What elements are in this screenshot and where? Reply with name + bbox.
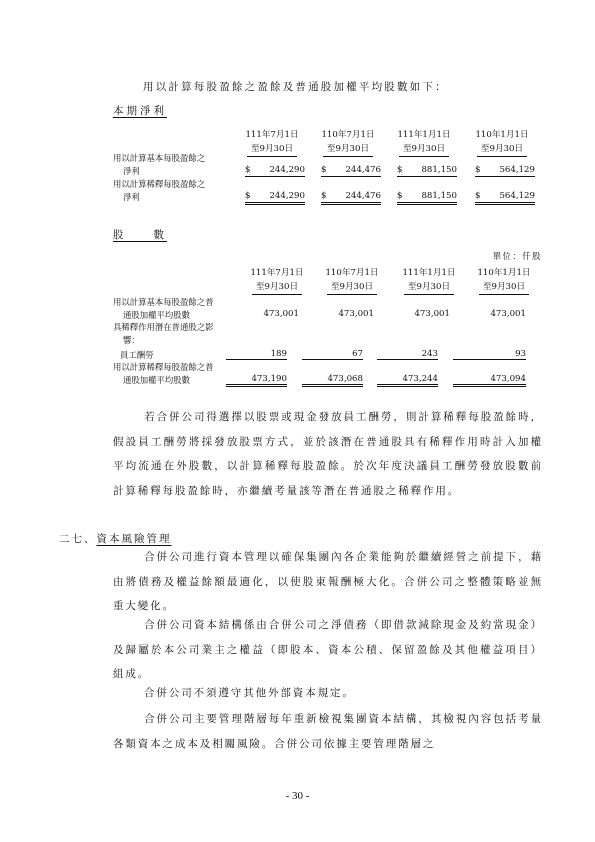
net-income-row-diluted-label: 用以計算稀釋每股盈餘之 淨利 xyxy=(113,179,206,202)
shares-unit: 單位：仟股 xyxy=(492,251,542,261)
shares-comp-label: 員工酬勞 xyxy=(120,350,154,360)
net-income-title: 本期淨利 xyxy=(113,105,167,117)
shares-diluted-val-3: 473,244 xyxy=(377,374,438,387)
section-27-title: 資本風險管理 xyxy=(96,533,172,545)
net-income-col-head-1: 111年7月1日 至9月30日 xyxy=(236,128,308,157)
shares-diluted-val-1: 473,190 xyxy=(226,374,287,387)
shares-comp-val-2: 67 xyxy=(302,349,363,360)
paragraph-external-requirements: 合併公司不須遵守其他外部資本規定。 xyxy=(144,687,355,699)
net-income-basic-val-1: $ 244,290 xyxy=(245,165,305,175)
net-income-basic-val-2: $ 244,476 xyxy=(321,165,381,175)
shares-dilutive-head-label: 具稀釋作用潛在普通股之影 響： xyxy=(113,322,214,345)
net-income-col-head-4: 110年1月1日 至9月30日 xyxy=(466,128,538,157)
shares-col-head-1: 111年7月1日 至9月30日 xyxy=(241,266,313,295)
shares-basic-val-2: 473,001 xyxy=(338,309,374,319)
page-number: - 30 - xyxy=(285,790,310,802)
intro-text: 用以計算每股盈餘之盈餘及普通股加權平均股數如下： xyxy=(143,81,448,93)
shares-comp-val-1: 189 xyxy=(226,349,287,360)
net-income-col-head-3: 111年1月1日 至9月30日 xyxy=(388,128,460,157)
shares-basic-val-4: 473,001 xyxy=(490,309,526,319)
net-income-diluted-val-3: $ 881,150 xyxy=(397,191,457,205)
paragraph-employee-comp: 若合併公司得選擇以股票或現金發放員工酬勞，則計算稀釋每股盈餘時，假設員工酬勞將採發放股票方式，並於該潛在普通股具有稀釋作用時計入加權平均流通在外股數，以計算稀釋每股盈餘。於次年度決議員工酬勞發放股數前計算稀釋每股盈餘時，亦繼續考量該等潛在普通股之稀釋作用。 xyxy=(113,411,543,497)
shares-col-head-3: 111年1月1日 至9月30日 xyxy=(393,266,465,295)
paragraph-capital-management: 合併公司進行資本管理以確保集團內各企業能夠於繼續經營之前提下，藉由將債務及權益餘額最適化，以使股東報酬極大化。合併公司之整體策略並無重大變化。 xyxy=(113,551,543,612)
net-income-col-head-2: 110年7月1日 至9月30日 xyxy=(312,128,384,157)
shares-comp-val-4: 93 xyxy=(453,349,526,360)
shares-title: 股 數 xyxy=(113,229,167,241)
net-income-diluted-val-2: $ 244,476 xyxy=(321,191,381,205)
shares-diluted-val-4: 473,094 xyxy=(453,374,526,387)
section-27-heading xyxy=(59,531,172,546)
section-27-number: 二七、 xyxy=(59,533,97,545)
shares-col-head-4: 110年1月1日 至9月30日 xyxy=(468,266,540,295)
paragraph-capital-review: 合併公司主要管理階層每年重新檢視集團資本結構，其檢視內容包括考量各類資本之成本及相關風險。合併公司依據主要管理階層之 xyxy=(113,713,543,750)
net-income-diluted-val-1: $ 244,290 xyxy=(245,191,305,205)
shares-comp-val-3: 243 xyxy=(377,349,438,360)
net-income-row-basic-label: 用以計算基本每股盈餘之 淨利 xyxy=(113,153,206,176)
paragraph-capital-structure: 合併公司資本結構係由合併公司之淨債務（即借款減除現金及約當現金）及歸屬於本公司業主之權益（即股本、資本公積、保留盈餘及其他權益項目）組成。 xyxy=(113,619,543,680)
shares-basic-val-1: 473,001 xyxy=(263,309,299,319)
net-income-basic-val-4: $ 564,129 xyxy=(475,165,535,175)
net-income-diluted-val-4: $ 564,129 xyxy=(475,191,535,205)
shares-basic-val-3: 473,001 xyxy=(414,309,450,319)
shares-row-diluted-label: 用以計算稀釋每股盈餘之普 通股加權平均股數 xyxy=(113,362,214,385)
net-income-basic-val-3: $ 881,150 xyxy=(397,165,457,175)
shares-col-head-2: 110年7月1日 至9月30日 xyxy=(316,266,388,295)
shares-diluted-val-2: 473,068 xyxy=(302,374,363,387)
shares-row-basic-label: 用以計算基本每股盈餘之普 通股加權平均股數 xyxy=(113,297,214,320)
